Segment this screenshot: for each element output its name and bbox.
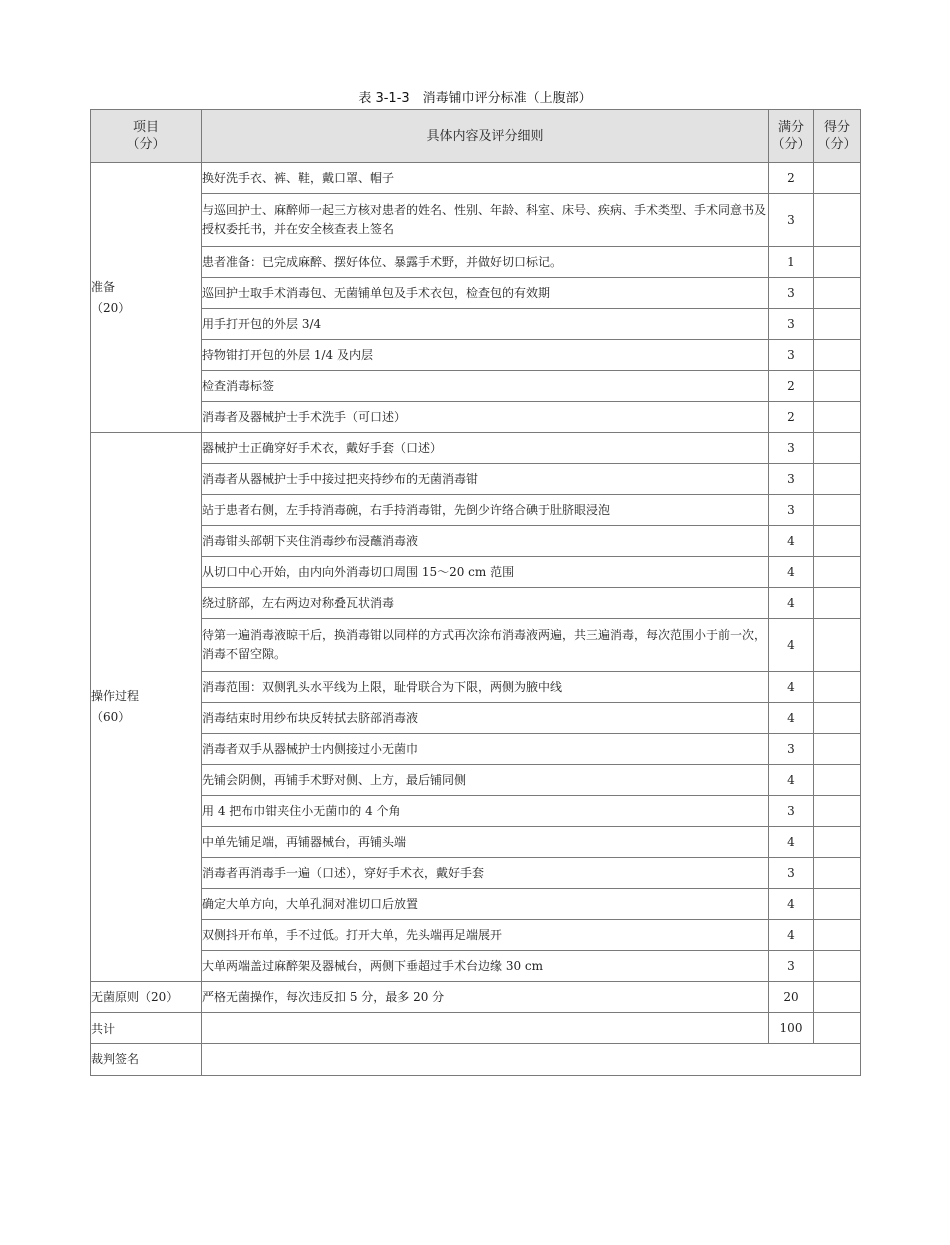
table-row: [91, 340, 861, 371]
full-points: 4: [769, 889, 814, 920]
score-input-cell[interactable]: [814, 858, 861, 889]
table-row: [91, 765, 861, 796]
score-input-cell[interactable]: [814, 402, 861, 433]
aseptic-label: 无菌原则（20）: [91, 982, 202, 1013]
judge-signature-cell[interactable]: [202, 1044, 861, 1076]
table-row: [91, 278, 861, 309]
criteria-text: 中单先铺足端，再铺器械台，再铺头端: [202, 827, 769, 858]
header-content: 具体内容及评分细则: [202, 110, 769, 163]
header-item: 项目 （分）: [91, 110, 202, 163]
score-input-cell[interactable]: [814, 1013, 861, 1044]
criteria-text: 消毒者及器械护士手术洗手（可口述）: [202, 402, 769, 433]
table-row: [91, 703, 861, 734]
scoring-table: [90, 109, 861, 1076]
full-points: 3: [769, 951, 814, 982]
score-input-cell[interactable]: [814, 340, 861, 371]
score-input-cell[interactable]: [814, 557, 861, 588]
full-points: 3: [769, 796, 814, 827]
criteria-text: 器械护士正确穿好手术衣，戴好手套（口述）: [202, 433, 769, 464]
judge-label: 裁判签名: [91, 1044, 202, 1076]
full-points: 2: [769, 402, 814, 433]
header-got-score: 得分 （分）: [814, 110, 861, 163]
criteria-text: 站于患者右侧，左手持消毒碗，右手持消毒钳，先倒少许络合碘于肚脐眼浸泡: [202, 495, 769, 526]
aseptic-points: 20: [769, 982, 814, 1013]
table-row: [91, 889, 861, 920]
full-points: 4: [769, 672, 814, 703]
criteria-text: 待第一遍消毒液晾干后，换消毒钳以同样的方式再次涂布消毒液两遍，共三遍消毒，每次范围小于前一次，消毒不留空隙。: [202, 619, 769, 672]
score-input-cell[interactable]: [814, 194, 861, 247]
total-row: [91, 1013, 861, 1044]
full-points: 3: [769, 278, 814, 309]
section-name: 操作过程: [91, 689, 140, 703]
criteria-text: 大单两端盖过麻醉架及器械台，两侧下垂超过手术台边缘 30 cm: [202, 951, 769, 982]
table-row: [91, 588, 861, 619]
criteria-text: 消毒范围：双侧乳头水平线为上限，耻骨联合为下限，两侧为腋中线: [202, 672, 769, 703]
section-name: 准备: [91, 279, 116, 294]
score-input-cell[interactable]: [814, 526, 861, 557]
table-row: [91, 309, 861, 340]
aseptic-text: 严格无菌操作，每次违反扣 5 分，最多 20 分: [202, 982, 769, 1013]
full-points: 4: [769, 827, 814, 858]
table-row: [91, 495, 861, 526]
criteria-text: 消毒者再消毒手一遍（口述），穿好手术衣，戴好手套: [202, 858, 769, 889]
score-input-cell[interactable]: [814, 163, 861, 194]
criteria-text: 患者准备：已完成麻醉、摆好体位、暴露手术野，并做好切口标记。: [202, 247, 769, 278]
score-input-cell[interactable]: [814, 278, 861, 309]
table-footer: [91, 982, 861, 1076]
score-input-cell[interactable]: [814, 703, 861, 734]
table-row: [91, 734, 861, 765]
table-row: [91, 858, 861, 889]
full-points: 4: [769, 765, 814, 796]
full-points: 4: [769, 588, 814, 619]
score-input-cell[interactable]: [814, 619, 861, 672]
full-points: 4: [769, 619, 814, 672]
section-score: （20）: [91, 300, 131, 315]
criteria-text: 巡回护士取手术消毒包、无菌铺单包及手术衣包，检查包的有效期: [202, 278, 769, 309]
header-row: [91, 110, 861, 163]
score-input-cell[interactable]: [814, 371, 861, 402]
full-points: 3: [769, 340, 814, 371]
criteria-text: 双侧抖开布单，手不过低。打开大单，先头端再足端展开: [202, 920, 769, 951]
criteria-text: 消毒者从器械护士手中接过把夹持纱布的无菌消毒钳: [202, 464, 769, 495]
full-points: 4: [769, 920, 814, 951]
section-score: （60）: [91, 710, 131, 724]
table-title: 表 3-1-3 消毒铺巾评分标准（上腹部）: [358, 91, 592, 106]
score-input-cell[interactable]: [814, 734, 861, 765]
judge-row: [91, 1044, 861, 1076]
full-points: 4: [769, 557, 814, 588]
full-points: 3: [769, 433, 814, 464]
score-input-cell[interactable]: [814, 309, 861, 340]
criteria-text: 换好洗手衣、裤、鞋，戴口罩、帽子: [202, 163, 769, 194]
criteria-text: 检查消毒标签: [202, 371, 769, 402]
table-row: [91, 402, 861, 433]
criteria-text: 绕过脐部，左右两边对称叠瓦状消毒: [202, 588, 769, 619]
score-input-cell[interactable]: [814, 765, 861, 796]
table-row: [91, 194, 861, 247]
total-points: 100: [769, 1013, 814, 1044]
full-points: 4: [769, 526, 814, 557]
section-label: [91, 163, 202, 433]
section-label: [91, 433, 202, 982]
criteria-text: 消毒结束时用纱布块反转拭去脐部消毒液: [202, 703, 769, 734]
header-full-score: 满分 （分）: [769, 110, 814, 163]
table-row: [91, 672, 861, 703]
criteria-text: 用 4 把布巾钳夹住小无菌巾的 4 个角: [202, 796, 769, 827]
full-points: 3: [769, 309, 814, 340]
criteria-text: 与巡回护士、麻醉师一起三方核对患者的姓名、性别、年龄、科室、床号、疾病、手术类型、手术同意书及授权委托书，并在安全核查表上签名: [202, 194, 769, 247]
full-points: 3: [769, 734, 814, 765]
table-row: [91, 796, 861, 827]
score-input-cell[interactable]: [814, 433, 861, 464]
full-points: 1: [769, 247, 814, 278]
criteria-text: 消毒者双手从器械护士内侧接过小无菌巾: [202, 734, 769, 765]
table-row: [91, 827, 861, 858]
table-row: [91, 163, 861, 194]
criteria-text: 确定大单方向，大单孔洞对准切口后放置: [202, 889, 769, 920]
score-input-cell[interactable]: [814, 672, 861, 703]
table-row: [91, 433, 861, 464]
aseptic-row: [91, 982, 861, 1013]
table-row: [91, 951, 861, 982]
table-body: [91, 163, 861, 982]
full-points: 3: [769, 464, 814, 495]
table-row: [91, 371, 861, 402]
score-input-cell[interactable]: [814, 495, 861, 526]
score-input-cell[interactable]: [814, 464, 861, 495]
table-row: [91, 920, 861, 951]
criteria-text: 消毒钳头部朝下夹住消毒纱布浸蘸消毒液: [202, 526, 769, 557]
criteria-text: 先铺会阴侧，再铺手术野对侧、上方，最后铺同侧: [202, 765, 769, 796]
score-input-cell[interactable]: [814, 982, 861, 1013]
score-input-cell[interactable]: [814, 796, 861, 827]
score-input-cell[interactable]: [814, 247, 861, 278]
score-input-cell[interactable]: [814, 588, 861, 619]
criteria-text: 从切口中心开始，由内向外消毒切口周围 15～20 cm 范围: [202, 557, 769, 588]
criteria-text: 用手打开包的外层 3/4: [202, 309, 769, 340]
criteria-text: 持物钳打开包的外层 1/4 及内层: [202, 340, 769, 371]
score-input-cell[interactable]: [814, 889, 861, 920]
full-points: 4: [769, 703, 814, 734]
full-points: 3: [769, 858, 814, 889]
total-label: 共计: [91, 1013, 202, 1044]
full-points: 2: [769, 371, 814, 402]
full-points: 3: [769, 194, 814, 247]
full-points: 2: [769, 163, 814, 194]
table-row: [91, 619, 861, 672]
table-row: [91, 247, 861, 278]
table-row: [91, 464, 861, 495]
score-input-cell[interactable]: [814, 920, 861, 951]
table-row: [91, 557, 861, 588]
full-points: 3: [769, 495, 814, 526]
total-content: [202, 1013, 769, 1044]
table-row: [91, 526, 861, 557]
score-input-cell[interactable]: [814, 827, 861, 858]
score-input-cell[interactable]: [814, 951, 861, 982]
